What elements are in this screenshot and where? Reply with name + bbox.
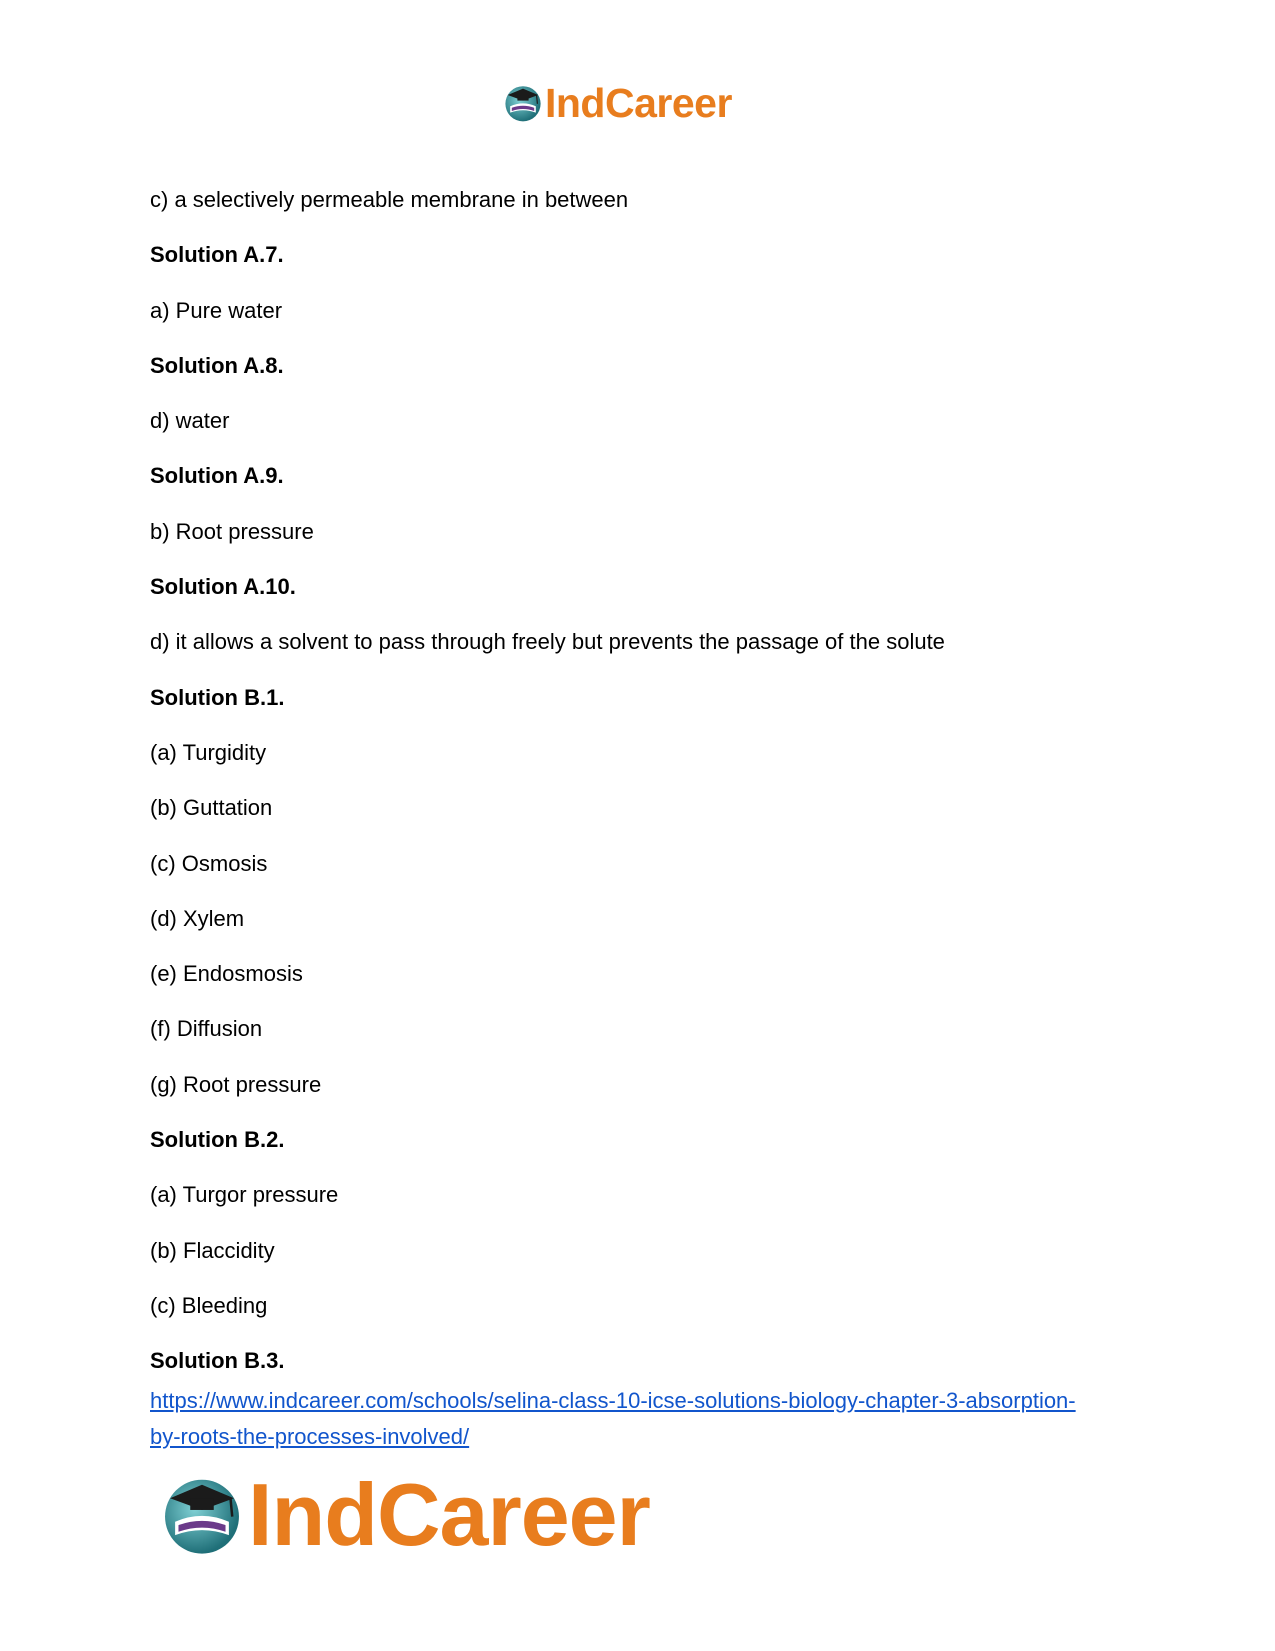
answer-line: (g) Root pressure: [150, 1071, 322, 1097]
answer-line: a) Pure water: [150, 297, 283, 323]
answer-line: (c) Osmosis: [150, 850, 268, 876]
source-link-block: [150, 1383, 1140, 1455]
footer-logo: [160, 1465, 650, 1565]
answer-line: d) water: [150, 408, 230, 434]
solution-heading: Solution A.7.: [150, 242, 284, 268]
answer-line: (f) Diffusion: [150, 1016, 263, 1042]
answer-line: (e) Endosmosis: [150, 961, 303, 987]
source-link[interactable]: [150, 1388, 1076, 1449]
document-body: [150, 172, 1150, 1389]
answer-line: c) a selectively permeable membrane in between: [150, 187, 629, 212]
solution-heading: Solution B.1.: [150, 684, 285, 710]
answer-line: (c) Bleeding: [150, 1292, 268, 1318]
answer-line: (d) Xylem: [150, 905, 245, 931]
solution-heading: Solution B.2.: [150, 1127, 285, 1153]
header-logo-text: IndCareer: [545, 79, 732, 126]
answer-line: (b) Guttation: [150, 795, 273, 821]
answer-line: d) it allows a solvent to pass through freely but prevents the passage of the solute: [150, 629, 945, 655]
solution-heading: Solution A.8.: [150, 352, 284, 378]
solution-heading: Solution B.3.: [150, 1348, 285, 1374]
solution-heading: Solution A.10.: [150, 574, 296, 600]
header-logo: [503, 78, 732, 128]
graduation-cap-book-globe-icon: [503, 83, 543, 123]
source-link-line-2: by-roots-the-processes-involved/: [150, 1424, 470, 1449]
footer-logo-text: IndCareer: [248, 1465, 650, 1564]
graduation-cap-book-globe-icon: [160, 1473, 244, 1557]
answer-line: (a) Turgidity: [150, 739, 267, 765]
answer-line: b) Root pressure: [150, 518, 314, 544]
answer-line: (a) Turgor pressure: [150, 1182, 339, 1208]
solution-heading: Solution A.9.: [150, 463, 284, 489]
source-link-line-1: https://www.indcareer.com/schools/selina-class-10-icse-solutions-biology-chapter-3-absorption-: [150, 1388, 1076, 1413]
answer-line: (b) Flaccidity: [150, 1237, 275, 1263]
